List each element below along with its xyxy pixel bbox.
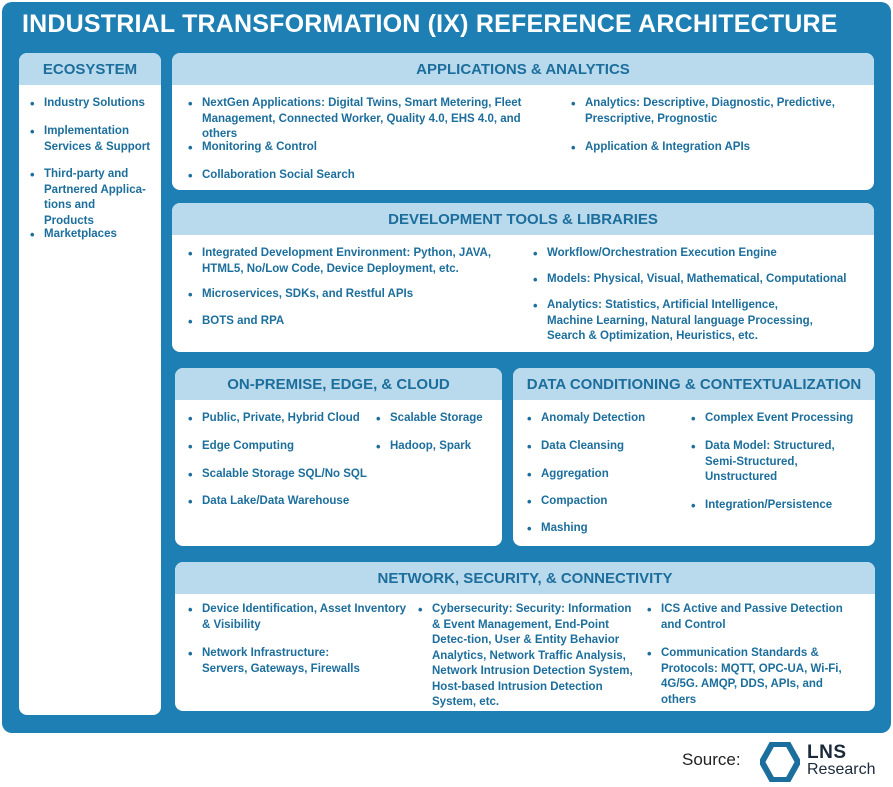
lns-research-logo [760, 742, 876, 782]
applications-heading: APPLICATIONS & ANALYTICS [172, 53, 874, 85]
onprem-item: • Scalable Storage [390, 411, 500, 427]
devtools-item: • Analytics: Statistics, Artificial Intelligence, Machine Learning, Natural language Processing, Search & Optimization, Heuristics, etc. [547, 298, 817, 345]
network-item: • Network Infrastructure: Servers, Gateways, Firewalls [202, 646, 377, 677]
network-item: • Cybersecurity: Security: Information & Event Management, End-Point Detec-tion, User & Entity Behavior Analytics, Network Traffic Analysis, Network Intrusion Detection System, Host-based Intrusion Detection System, etc. [432, 602, 642, 711]
network-item: • Communication Standards & Protocols: MQTT, OPC-UA, Wi-Fi, 4G/5G. AMQP, DDS, APIs, and others [661, 646, 856, 708]
ecosystem-item: • Implementation Services & Support [44, 124, 154, 155]
logo-text-lns: LNS [807, 742, 847, 763]
onprem-item: • Public, Private, Hybrid Cloud [202, 411, 377, 427]
ecosystem-item: • Industry Solutions [44, 96, 154, 112]
network-item: • Device Identification, Asset Inventory & Visibility [202, 602, 407, 633]
onprem-item: • Hadoop, Spark [390, 439, 500, 455]
onprem-heading: ON-PREMISE, EDGE, & CLOUD [175, 368, 502, 400]
source-label: Source: [682, 750, 741, 769]
ecosystem-item: • Third-party and Partnered Applica-tions and Products [44, 167, 148, 229]
onprem-item: • Scalable Storage SQL/No SQL [202, 467, 377, 483]
datacond-item: • Aggregation [541, 467, 686, 483]
devtools-item: • BOTS and RPA [202, 314, 502, 330]
devtools-item: • Workflow/Orchestration Execution Engine [547, 246, 847, 262]
applications-panel [172, 53, 874, 190]
network-heading: NETWORK, SECURITY, & CONNECTIVITY [175, 562, 875, 594]
applications-item: • Analytics: Descriptive, Diagnostic, Predictive, Prescriptive, Prognostic [585, 96, 835, 127]
ecosystem-panel [19, 53, 161, 715]
applications-item: • NextGen Applications: Digital Twins, Smart Metering, Fleet Management, Connected Worker, Quality 4.0, EHS 4.0, and others [202, 96, 547, 143]
network-item: • ICS Active and Passive Detection and Control [661, 602, 846, 633]
datacond-heading: DATA CONDITIONING & CONTEXTUALIZATION [513, 368, 875, 400]
page-title: INDUSTRIAL TRANSFORMATION (IX) REFERENCE ARCHITECTURE [22, 10, 838, 38]
applications-item: • Collaboration Social Search [202, 168, 502, 184]
devtools-heading: DEVELOPMENT TOOLS & LIBRARIES [172, 203, 874, 235]
datacond-item: • Integration/Persistence [705, 498, 870, 514]
devtools-item: • Models: Physical, Visual, Mathematical, Computational [547, 272, 847, 288]
applications-item: • Monitoring & Control [202, 140, 502, 156]
network-panel [175, 562, 875, 711]
onprem-item: • Edge Computing [202, 439, 377, 455]
datacond-item: • Mashing [541, 521, 686, 537]
applications-item: • Application & Integration APIs [585, 140, 835, 156]
devtools-item: • Integrated Development Environment: Python, JAVA, HTML5, No/Low Code, Device Deployment, etc. [202, 246, 492, 277]
datacond-item: • Compaction [541, 494, 686, 510]
onprem-item: • Data Lake/Data Warehouse [202, 494, 377, 510]
logo-text-research: Research [807, 761, 876, 778]
lns-logo-icon [760, 742, 800, 782]
datacond-panel [513, 368, 875, 546]
ecosystem-item: • Marketplaces [44, 227, 154, 243]
devtools-item: • Microservices, SDKs, and Restful APIs [202, 287, 502, 303]
devtools-panel [172, 203, 874, 352]
datacond-item: • Data Cleansing [541, 439, 686, 455]
onprem-panel [175, 368, 502, 546]
datacond-item: • Data Model: Structured, Semi-Structured, Unstructured [705, 439, 845, 486]
datacond-item: • Complex Event Processing [705, 411, 870, 427]
datacond-item: • Anomaly Detection [541, 411, 686, 427]
ecosystem-heading: ECOSYSTEM [19, 53, 161, 85]
